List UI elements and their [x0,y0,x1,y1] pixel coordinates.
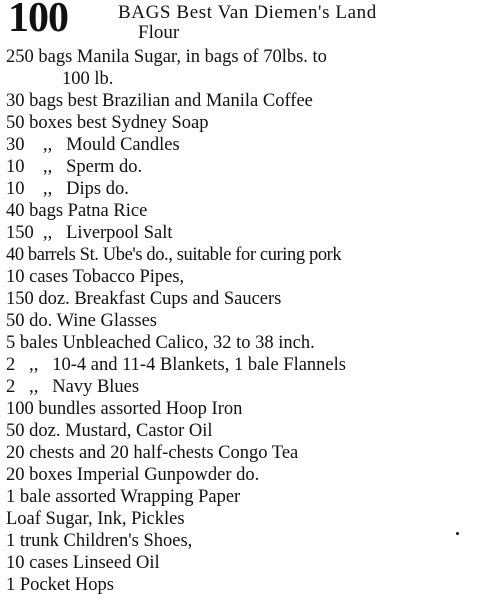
goods-list-line: 2 ,, 10-4 and 11-4 Blankets, 1 bale Flannels [6,355,346,375]
headline-text-line-2: Flour [138,22,180,43]
goods-list-line: 150 doz. Breakfast Cups and Saucers [6,289,282,309]
goods-list-line: 50 boxes best Sydney Soap [6,113,209,133]
goods-list-line: 10 ,, Dips do. [6,179,129,199]
goods-list-line: Loaf Sugar, Ink, Pickles [6,509,185,529]
goods-list-line: 150 ,, Liverpool Salt [6,223,173,243]
goods-list-line: 20 boxes Imperial Gunpowder do. [6,465,260,485]
goods-list-line: 50 do. Wine Glasses [6,311,158,331]
goods-list-line: 2 ,, Navy Blues [6,377,140,397]
headline-text-line-1: BAGS Best Van Diemen's Land [118,2,377,23]
goods-list-line: 50 doz. Mustard, Castor Oil [6,421,213,441]
goods-list-line: 10 ,, Sperm do. [6,157,143,177]
goods-list-line: 100 bundles assorted Hoop Iron [6,399,243,419]
goods-list-line: 10 cases Tobacco Pipes, [6,267,185,287]
goods-list-line: 1 trunk Children's Shoes, [6,531,193,551]
goods-list [0,46,501,596]
goods-list-line: 30 bags best Brazilian and Manila Coffee [6,91,313,111]
goods-list-line: 10 cases Linseed Oil [6,553,160,573]
goods-list-line: 1 bale assorted Wrapping Paper [6,487,241,507]
goods-list-line: 30 ,, Mould Candles [6,135,180,155]
goods-list-line: 5 bales Unbleached Calico, 32 to 38 inch. [6,333,315,353]
goods-list-line: 1 Pocket Hops [6,575,114,595]
goods-list-line: 250 bags Manila Sugar, in bags of 70lbs. to [6,47,327,67]
goods-list-line: 40 barrels St. Ube's do., suitable for curing pork [6,245,342,265]
goods-list-line: 100 lb. [62,69,114,89]
headline-quantity: 100 [8,0,68,41]
goods-list-line: 40 bags Patna Rice [6,201,148,221]
print-speck [456,532,459,535]
goods-list-line: 20 chests and 20 half-chests Congo Tea [6,443,299,463]
